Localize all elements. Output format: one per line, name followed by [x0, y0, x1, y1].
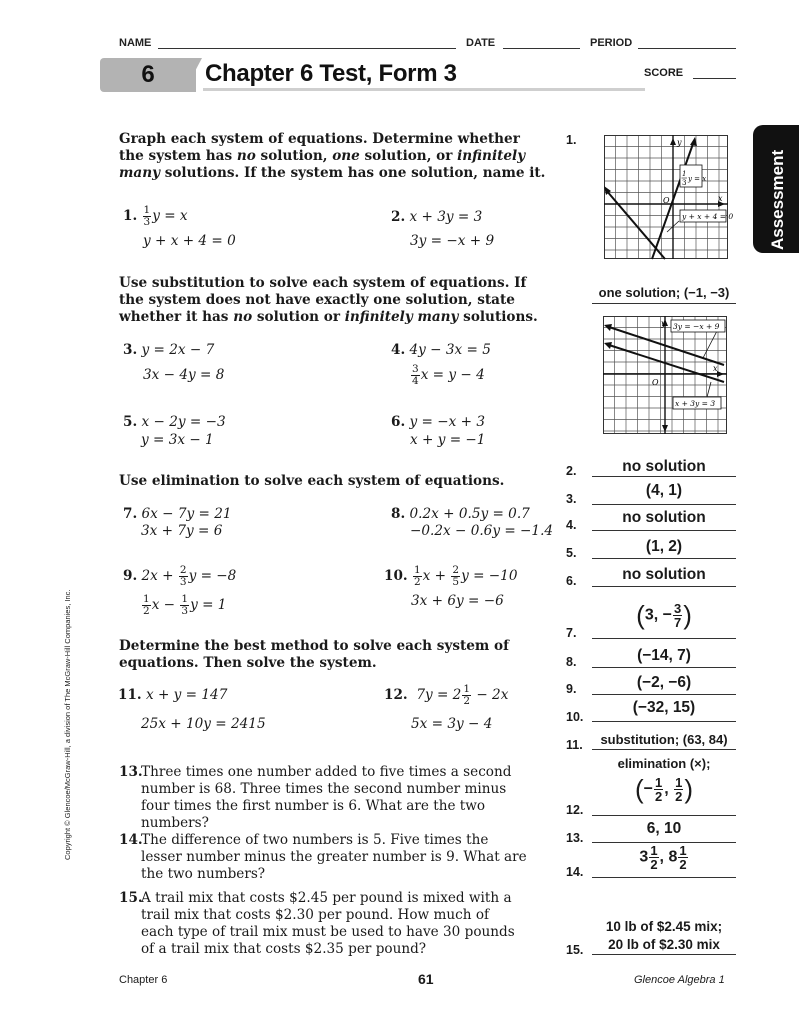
problem-1-eq2: y + x + 4 = 0	[143, 233, 236, 249]
graph-1-x-label: x	[718, 194, 723, 203]
problem-8-eq2: −0.2x − 0.6y = −1.4	[410, 523, 554, 539]
answer-13-line	[592, 842, 736, 843]
problem-5-eq2: y = 3x − 1	[141, 432, 214, 448]
problem-6: 6. y = −x + 3	[391, 414, 485, 430]
date-label: DATE	[466, 37, 496, 49]
answer-3-value: (4, 1)	[645, 482, 683, 499]
answer-1-number: 1.	[566, 133, 577, 147]
graph-1-label1-num: 1	[682, 170, 687, 178]
assessment-tab-label: Assessment	[768, 149, 787, 250]
answer-8-number: 8.	[566, 655, 577, 669]
graph-1-label1-den: 3	[682, 179, 687, 187]
name-label: NAME	[119, 37, 152, 49]
problem-7: 7. 6x − 7y = 21	[123, 506, 232, 522]
graph-1-y-label: y	[677, 138, 682, 147]
problem-2: 2. x + 3y = 3	[391, 209, 483, 225]
problem-14: 14. The difference of two numbers is 5. Five times the lesser number minus the greater number is 9. What are the two numbers?	[119, 832, 527, 882]
answer-13-value: 6, 10	[646, 820, 682, 837]
answer-15-line2: 20 lb of $2.30 mix	[608, 937, 720, 952]
problem-8: 8. 0.2x + 0.5y = 0.7	[391, 506, 530, 522]
answer-7-line	[592, 638, 736, 639]
graph-1	[604, 135, 734, 259]
answer-3-number: 3.	[566, 492, 577, 506]
page-number: 61	[418, 971, 434, 987]
answer-9-line	[592, 694, 736, 695]
answer-14-value: 3 $\frac{1}{2}$ , 8 $\frac{1}{2}$	[639, 843, 687, 872]
graph-2-x-label: x	[713, 364, 718, 373]
answer-10-line	[592, 721, 736, 722]
answer-3-line	[592, 504, 736, 505]
problem-4: 4. 4y − 3x = 5	[391, 342, 491, 358]
graph-1-origin: O	[663, 196, 670, 205]
answer-11-line	[592, 749, 736, 750]
period-line	[638, 48, 736, 49]
instructions-graphing: Graph each system of equations. Determine whether the system has no solution, one solution, or infinitely many solutions. If the system has one solution, name it.	[119, 131, 546, 181]
answer-8-value: (−14, 7)	[637, 647, 691, 664]
answer-5-number: 5.	[566, 546, 577, 560]
answer-14-line	[592, 877, 736, 878]
answer-2-number: 2.	[566, 464, 577, 478]
answer-11-number: 11.	[566, 738, 583, 752]
answer-9-value: (−2, −6)	[636, 674, 692, 691]
answer-12-value: (− $\frac{1}{2}$ , $\frac{1}{2}$ )	[634, 774, 694, 804]
date-line	[503, 48, 580, 49]
answer-1-value: one solution; (−1, −3)	[598, 285, 730, 300]
name-line	[158, 48, 456, 49]
answer-4-line	[592, 530, 736, 531]
problem-4-eq2: $\frac{3}{4}$ x = y − 4	[412, 363, 485, 387]
footer-chapter: Chapter 6	[119, 974, 168, 986]
problem-12-eq2: 5x = 3y − 4	[411, 716, 493, 732]
problem-11: 11. x + y = 147	[118, 687, 228, 703]
problem-11-eq2: 25x + 10y = 2415	[141, 716, 266, 732]
answer-6-value: no solution	[622, 566, 706, 583]
answer-5-value: (1, 2)	[645, 538, 683, 555]
graph-1-label2: y + x + 4 = 0	[682, 212, 734, 221]
answer-9-number: 9.	[566, 682, 577, 696]
answer-5-line	[592, 558, 736, 559]
chapter-banner	[100, 58, 645, 92]
problem-12: 12. 7y = 2 $\frac{1}{2}$ − 2x	[384, 683, 509, 707]
answer-6-line	[592, 586, 736, 587]
answer-12-number: 12.	[566, 803, 584, 817]
answer-7-value: (3, − $\frac{3}{7}$ )	[636, 600, 692, 630]
graph-2-label1: 3y = −x + 9	[673, 322, 720, 331]
period-label: PERIOD	[590, 37, 633, 49]
answer-13-number: 13.	[566, 831, 584, 845]
answer-2-line	[592, 476, 736, 477]
problem-9-eq2: $\frac{1}{2}$ x − $\frac{1}{3}$ y = 1	[143, 593, 227, 617]
answer-15-line1: 10 lb of $2.45 mix;	[605, 919, 723, 934]
instructions-substitution: Use substitution to solve each system of equations. If the system does not have exactly one solution, state whether it has no solution or infinitely many solutions.	[119, 275, 538, 325]
answer-15-line	[592, 954, 736, 955]
graph-2-origin: O	[652, 378, 659, 387]
answer-14-number: 14.	[566, 865, 584, 879]
graph-1-label1: y = x	[688, 175, 707, 183]
footer-book-title: Glencoe Algebra 1	[634, 974, 725, 986]
problem-5: 5. x − 2y = −3	[123, 414, 226, 430]
answer-2-value: no solution	[622, 458, 706, 475]
answer-10-value: (−32, 15)	[632, 699, 696, 716]
answer-11-value: substitution; (63, 84)	[600, 732, 728, 747]
graph-2	[603, 316, 727, 434]
copyright-notice: Copyright © Glencoe/McGraw-Hill, a division of The McGraw-Hill Companies, Inc.	[63, 589, 72, 860]
problem-3-eq2: 3x − 4y = 8	[143, 367, 225, 383]
score-line	[693, 78, 736, 79]
graph-2-label2: x + 3y = 3	[675, 399, 716, 408]
instructions-best-method: Determine the best method to solve each system of equations. Then solve the system.	[119, 638, 509, 671]
graph-2-y-label: y	[661, 319, 666, 328]
problem-3: 3. y = 2x − 7	[123, 342, 215, 358]
answer-4-number: 4.	[566, 518, 577, 532]
answer-8-line	[592, 667, 736, 668]
problem-9: 9. 2x + $\frac{2}{3}$ y = −8	[123, 564, 237, 588]
answer-6-number: 6.	[566, 574, 577, 588]
answer-10-number: 10.	[566, 710, 584, 724]
answer-1-line	[592, 303, 736, 304]
chapter-number: 6	[141, 61, 155, 88]
problem-1: 1. $\frac{1}{3}$ y = x	[123, 204, 188, 228]
answer-7-number: 7.	[566, 626, 577, 640]
problem-10-eq2: 3x + 6y = −6	[411, 593, 504, 609]
problem-2-eq2: 3y = −x + 9	[410, 233, 495, 249]
problem-7-eq2: 3x + 7y = 6	[141, 523, 223, 539]
problem-6-eq2: x + y = −1	[410, 432, 486, 448]
page-title: Chapter 6 Test, Form 3	[205, 60, 457, 87]
instructions-elimination: Use elimination to solve each system of equations.	[119, 473, 505, 489]
problem-15: 15. A trail mix that costs $2.45 per pound is mixed with a trail mix that costs $2.30 per pound. How much of each type of trail mix must be used to have 30 pounds of a trail mix that costs $2.35 per pound?	[119, 890, 515, 957]
answer-15-number: 15.	[566, 943, 584, 957]
answer-12-method: elimination (×);	[617, 756, 711, 771]
problem-13: 13. Three times one number added to five times a second number is 68. Three times the second number minus four times the first number is 6. What are the two numbers?	[119, 764, 512, 831]
answer-12-line	[592, 815, 736, 816]
score-label: SCORE	[644, 67, 684, 79]
problem-10: 10. $\frac{1}{2}$ x + $\frac{2}{5}$ y = −10	[384, 564, 518, 588]
answer-4-value: no solution	[622, 509, 706, 526]
